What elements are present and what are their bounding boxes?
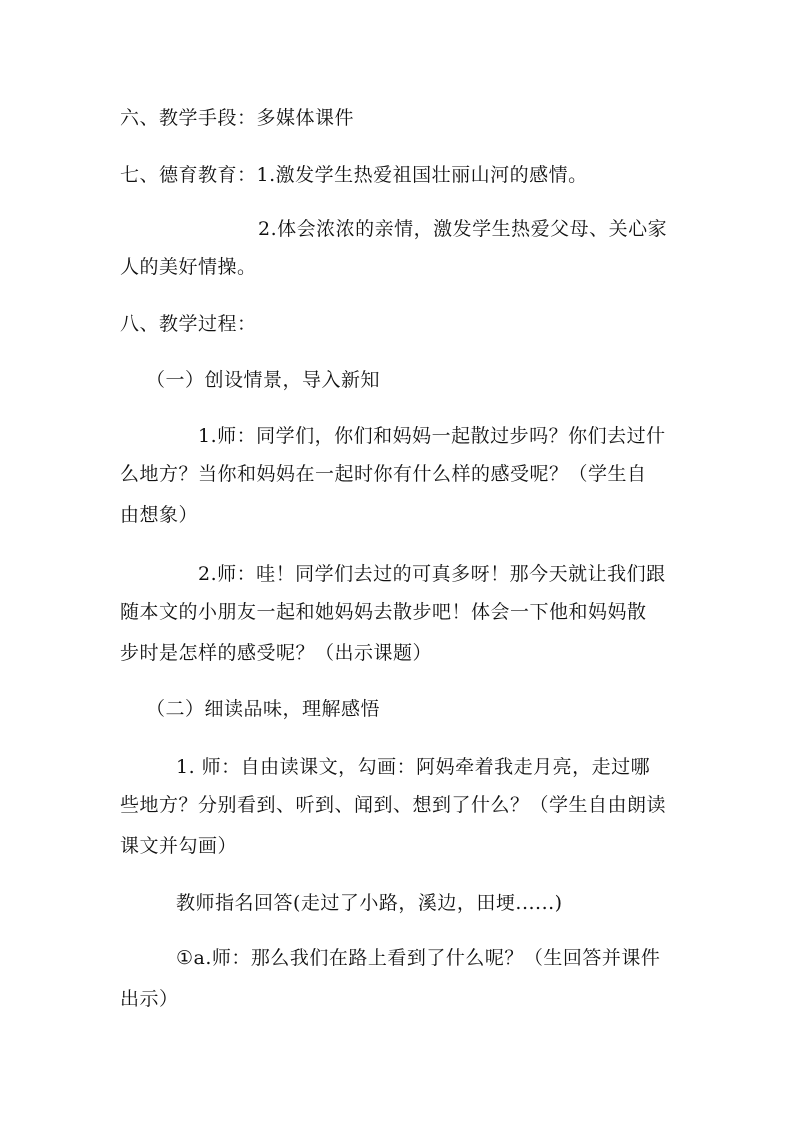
section-7-moral-education-line-2: 2.体会浓浓的亲情，激发学生热爱父母、关心家 [258, 218, 668, 240]
section-7-moral-education-line-1: 七、德育教育：1.激发学生热爱祖国壮丽山河的感情。 [120, 164, 588, 186]
section-7-moral-education-line-2-continued: 人的美好情操。 [120, 256, 257, 278]
part-1-item-2-line-3: 步时是怎样的感受呢？（出示课题） [120, 642, 433, 664]
part-2-heading: （二）细读品味，理解感悟 [146, 698, 381, 720]
section-6-teaching-means: 六、教学手段：多媒体课件 [120, 107, 355, 129]
part-2-item-1-line-1: 1. 师：自由读课文，勾画：阿妈牵着我走月亮，走过哪 [176, 756, 651, 778]
part-2-question-line-1: ①a.师：那么我们在路上看到了什么呢？（生回答并课件 [176, 947, 661, 969]
part-2-item-1-line-3: 课文并勾画） [120, 835, 238, 857]
part-1-heading: （一）创设情景，导入新知 [146, 369, 381, 391]
part-1-item-1-line-1: 1.师：同学们，你们和妈妈一起散过步吗？你们去过什 [198, 425, 666, 447]
part-1-item-2-line-2: 随本文的小朋友一起和她妈妈去散步吧！体会一下他和妈妈散 [120, 601, 647, 623]
part-1-item-1-line-2: 么地方？当你和妈妈在一起时你有什么样的感受呢？（学生自 [120, 463, 647, 485]
section-8-teaching-process: 八、教学过程： [120, 313, 257, 335]
part-2-item-1-line-2: 些地方？分别看到、听到、闻到、想到了什么？（学生自由朗读 [120, 794, 667, 816]
part-1-item-1-line-3: 由想象） [120, 504, 199, 526]
part-1-item-2-line-1: 2.师：哇！同学们去过的可真多呀！那今天就让我们跟 [198, 563, 666, 585]
part-2-teacher-answer: 教师指名回答(走过了小路，溪边，田埂......) [176, 892, 563, 914]
part-2-question-line-2: 出示） [120, 988, 179, 1010]
